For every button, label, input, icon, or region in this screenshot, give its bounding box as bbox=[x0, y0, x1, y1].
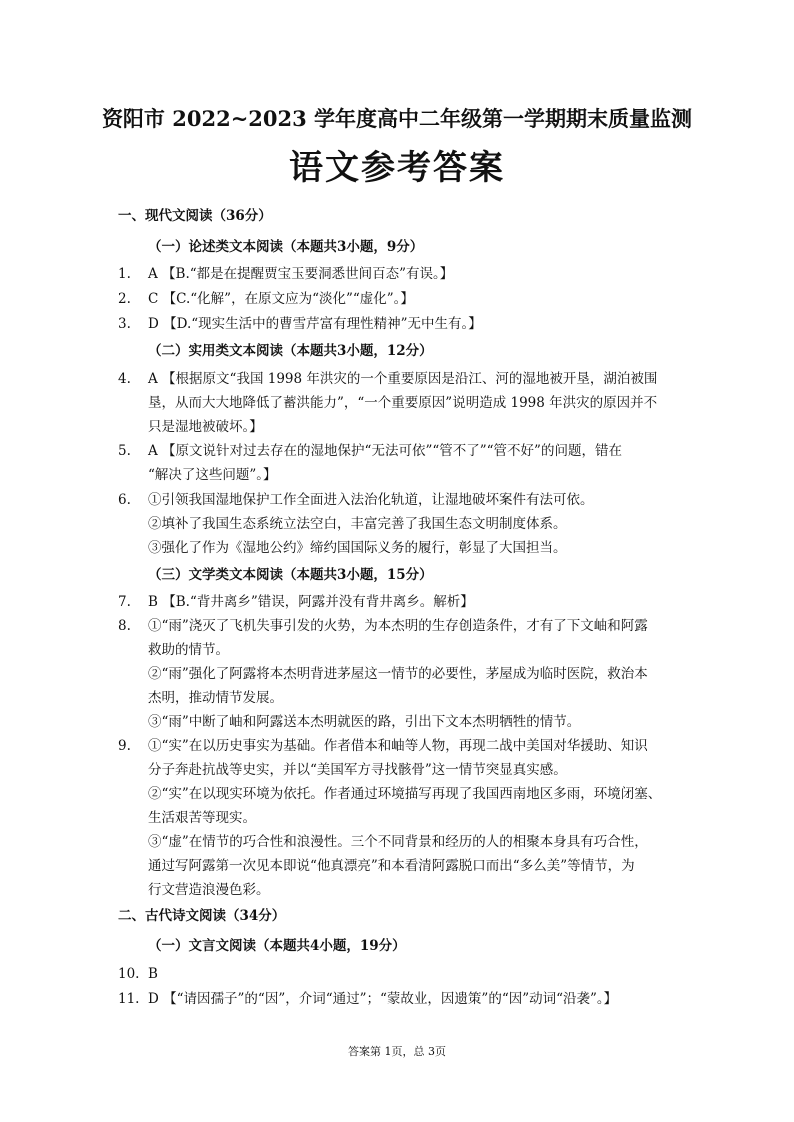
answer-text: C 【C.“化解”，在原文应为“淡化”“虚化”。】 bbox=[148, 291, 414, 307]
answer-line: 生活艰苦等现实。 bbox=[148, 810, 256, 826]
answer-line: “解决了这些问题”。】 bbox=[148, 467, 277, 483]
answer-text: A 【B.“都是在提醒贾宝玉要洞悉世间百态”有误。】 bbox=[148, 266, 454, 282]
question-number: 3. bbox=[118, 316, 131, 332]
answer-line: 只是湿地被破坏。】 bbox=[148, 419, 263, 435]
subsection-heading-argumentative: （一）论述类文本阅读（本题共3小题，9分） bbox=[148, 239, 424, 255]
question-number: 2. bbox=[118, 291, 131, 307]
page-footer: 答案第 1页，总 3页 bbox=[348, 1045, 446, 1058]
answer-line: 行文营造浪漫色彩。 bbox=[148, 882, 270, 898]
answer-line: A 【原文说针对过去存在的湿地保护“无法可依”“管不了”“管不好”的问题，错在 bbox=[148, 443, 622, 459]
answer-line: ②填补了我国生态系统立法空白，丰富完善了我国生态文明制度体系。 bbox=[148, 516, 567, 532]
question-number: 6. bbox=[118, 492, 131, 508]
subsection-heading-practical: （二）实用类文本阅读（本题共3小题，12分） bbox=[148, 343, 433, 359]
question-number: 4. bbox=[118, 371, 131, 387]
question-number: 8. bbox=[118, 618, 131, 634]
answer-line: ③强化了作为《湿地公约》缔约国国际义务的履行，彰显了大国担当。 bbox=[148, 540, 567, 556]
document-subtitle: 语文参考答案 bbox=[289, 148, 505, 188]
answer-line: ①引领我国湿地保护工作全面进入法治化轨道，让湿地破坏案件有法可依。 bbox=[148, 492, 594, 508]
section-heading-modern-reading: 一、现代文阅读（36分） bbox=[118, 208, 272, 224]
section-heading-classical-reading: 二、古代诗文阅读（34分） bbox=[118, 908, 286, 924]
answer-line: 杰明，推动情节发展。 bbox=[148, 690, 283, 706]
question-number: 10. bbox=[118, 966, 140, 982]
subsection-heading-literary: （三）文学类文本阅读（本题共3小题，15分） bbox=[148, 567, 433, 583]
question-number: 7. bbox=[118, 594, 131, 610]
answer-line: ③“雨”中断了岫和阿露送本杰明就医的路，引出下文本杰明牺牲的情节。 bbox=[148, 714, 581, 730]
answer-line: 救助的情节。 bbox=[148, 642, 229, 658]
answer-line: 垦，从而大大地降低了蓄洪能力”，“一个重要原因”说明造成 1998 年洪灾的原因并不 bbox=[148, 395, 658, 411]
answer-line: ②“实”在以现实环境为依托。作者通过环境描写再现了我国西南地区多雨，环境闭塞、 bbox=[148, 786, 662, 802]
answer-line: ③“虚”在情节的巧合性和浪漫性。三个不同背景和经历的人的相聚本身具有巧合性， bbox=[148, 834, 648, 850]
subsection-heading-classical-chinese: （一）文言文阅读（本题共4小题，19分） bbox=[148, 938, 406, 954]
answer-text: B 【B.“背井离乡”错误，阿露并没有背井离乡。解析】 bbox=[148, 594, 474, 610]
answer-line: ①“实”在以历史事实为基础。作者借本和岫等人物，再现二战中美国对华援助、知识 bbox=[148, 738, 648, 754]
answer-text: D 【“请因孺子”的“因”，介词“通过”；“蒙故业，因遗策”的“因”动词“沿袭”。】 bbox=[148, 991, 618, 1007]
answer-text: D 【D.“现实生活中的曹雪芹富有理性精神”无中生有。】 bbox=[148, 316, 482, 332]
answer-line: 分子奔赴抗战等史实，并以“美国军方寻找骸骨”这一情节突显真实感。 bbox=[148, 762, 567, 778]
question-number: 5. bbox=[118, 443, 131, 459]
answer-line: 通过写阿露第一次见本即说“他真漂亮”和本看清阿露脱口而出“多么美”等情节，为 bbox=[148, 858, 635, 874]
answer-line: A 【根据原文“我国 1998 年洪灾的一个重要原因是沿江、河的湿地被开垦，湖泊被围 bbox=[148, 371, 658, 387]
answer-line: ②“雨”强化了阿露将本杰明背进茅屋这一情节的必要性，茅屋成为临时医院，救治本 bbox=[148, 666, 648, 682]
answer-text: B bbox=[148, 966, 158, 982]
question-number: 9. bbox=[118, 738, 131, 754]
exam-title: 资阳市 2022~2023 学年度高中二年级第一学期期末质量监测 bbox=[101, 106, 693, 131]
question-number: 1. bbox=[118, 266, 131, 282]
answer-line: ①“雨”浇灭了飞机失事引发的火势，为本杰明的生存创造条件，才有了下文岫和阿露 bbox=[148, 618, 648, 634]
question-number: 11. bbox=[118, 991, 140, 1007]
